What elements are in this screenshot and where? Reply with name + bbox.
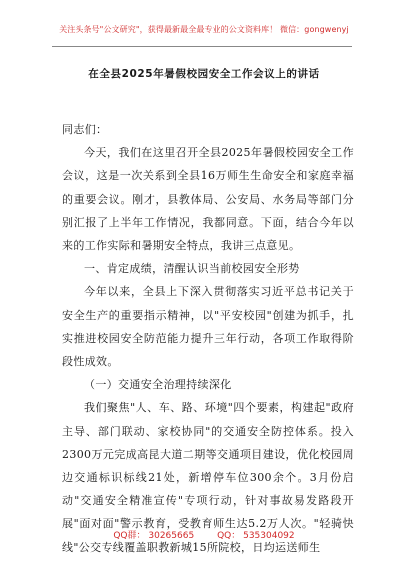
footer-qq: QQ： 535304092 bbox=[217, 531, 295, 541]
header-banner: 关注头条号"公文研究"，获得最新最全最专业的公文资料库！ 微信：gongwenyj bbox=[59, 25, 349, 34]
section-heading-1: 一、肯定成绩，清醒认识当前校园安全形势 bbox=[84, 262, 300, 276]
subsection-heading-1: （一）交通安全治理持续深化 bbox=[84, 378, 232, 392]
greeting: 同志们： bbox=[62, 123, 108, 136]
document-body bbox=[62, 118, 354, 559]
paragraph-traffic: 我们聚焦"人、车、路、环境"四个要素，构建起"政府主导、部门联动、家校协同"的交通安全防控体系。投入2300万元完成高昆大道二期等交通项目建设，优化校园周边交通标识标线21处，新增停车位300余个。3月份启动"交通安全精准宣传"专项行动，针对事故易发路段开展"面对面"警示教育，受教育师生达5.2万人次。"轻骑快线"公交专线覆盖职教新城15所院校，日均运送师生 bbox=[62, 401, 354, 554]
paragraph-summary: 今年以来，全县上下深入贯彻落实习近平总书记关于安全生产的重要指示精神，以"平安校园"创建为抓手，扎实推进校园安全防范能力提升三年行动，各项工作取得阶段性成效。 bbox=[62, 285, 354, 369]
paragraph-intro: 今天，我们在这里召开全县2025年暑假校园安全工作会议，这是一次关系到全县16万师生生命安全和家庭幸福的重要会议。刚才，县教体局、公安局、水务局等部门分别汇报了上半年工作情况，我都同意。下面，结合今年以来的工作实际和暑期安全特点，我讲三点意见。 bbox=[62, 146, 354, 253]
header-divider bbox=[52, 46, 352, 47]
document-title: 在全县2025年暑假校园安全工作会议上的讲话 bbox=[88, 68, 320, 80]
footer-contact bbox=[0, 528, 408, 541]
footer-qq-group: QQ群： 30265665 bbox=[113, 531, 195, 541]
